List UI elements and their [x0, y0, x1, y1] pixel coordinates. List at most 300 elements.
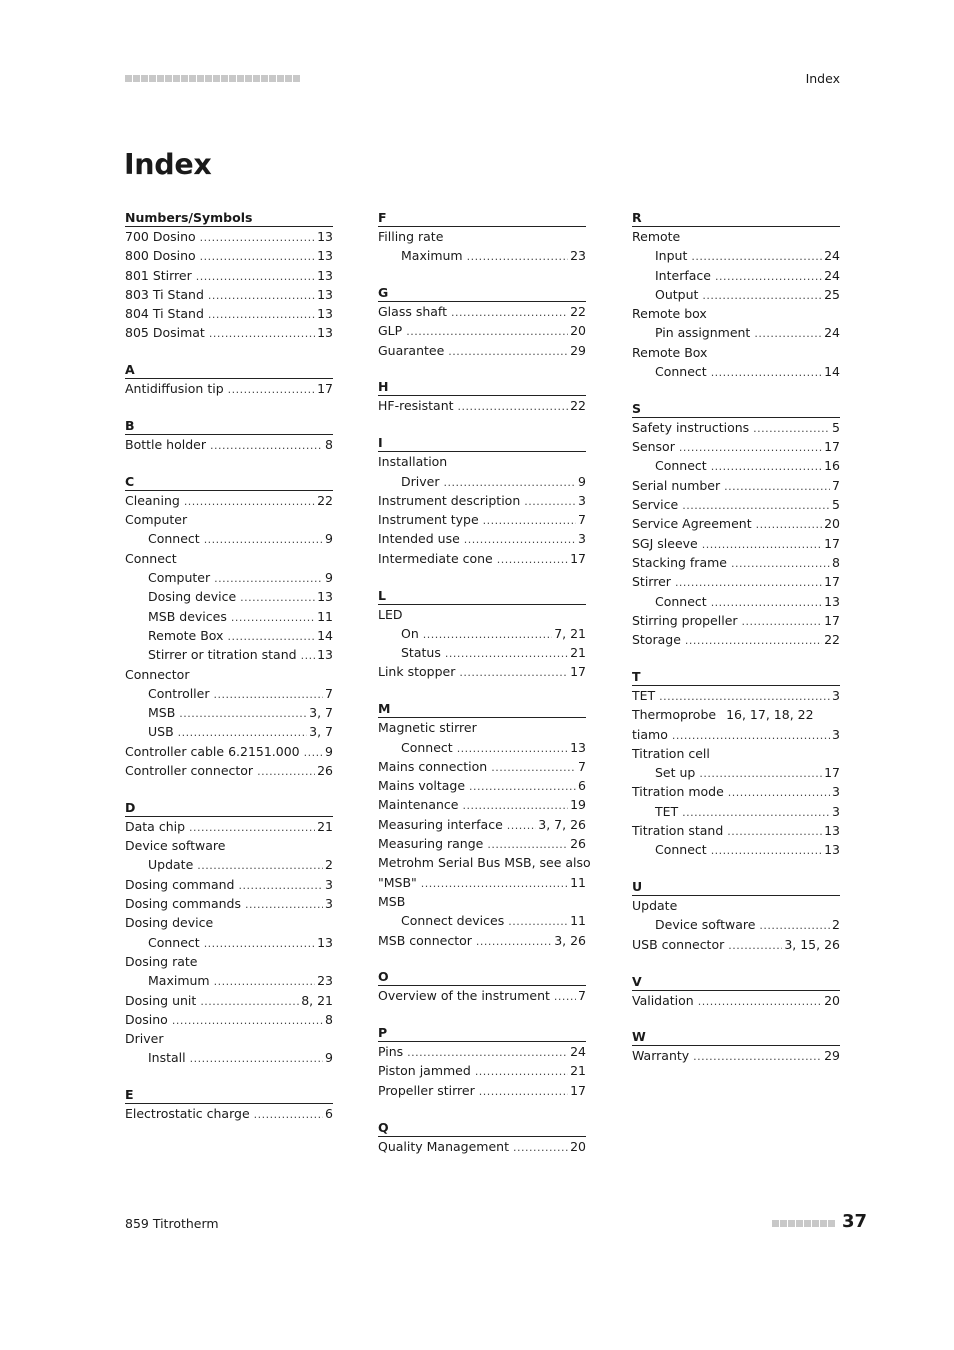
- index-entry: [125, 761, 333, 780]
- entry-term: Update: [148, 857, 194, 873]
- leader-dots: [443, 473, 576, 492]
- entry-page-ref[interactable]: 3: [832, 803, 840, 819]
- entry-page-ref[interactable]: 13: [824, 842, 840, 858]
- entry-page-ref[interactable]: 2: [832, 917, 840, 933]
- index-entry: [125, 836, 333, 855]
- entry-term: On: [401, 625, 419, 641]
- index-subentry: [378, 246, 586, 265]
- index-section: [632, 208, 840, 381]
- index-subentry: [632, 840, 840, 859]
- leader-dots: [675, 573, 822, 592]
- entry-term: Device software: [655, 917, 756, 933]
- leader-dots: [257, 762, 315, 781]
- leader-dots: [423, 625, 552, 644]
- index-subentry: [125, 626, 333, 645]
- leader-dots: [483, 511, 576, 530]
- index-entry: [378, 1137, 586, 1156]
- leader-dots: [724, 477, 830, 496]
- entry-page-ref[interactable]: 20: [824, 992, 840, 1008]
- index-entry: [632, 630, 840, 649]
- index-entry: [378, 549, 586, 568]
- index-entry: [632, 343, 840, 362]
- leader-dots: [491, 758, 576, 777]
- entry-term: Service: [632, 497, 679, 513]
- entry-page-ref[interactable]: 2: [325, 857, 333, 873]
- entry-term: Driver: [125, 1031, 164, 1047]
- leader-dots: [204, 530, 323, 549]
- index-subentry: [125, 645, 333, 664]
- entry-term: Service Agreement: [632, 516, 752, 532]
- entry-term: "MSB": [378, 874, 417, 890]
- entry-term: Safety instructions: [632, 419, 750, 435]
- entry-term: Status: [401, 645, 441, 661]
- entry-page-ref[interactable]: 17: [570, 550, 586, 566]
- leader-dots: [407, 1043, 568, 1062]
- entry-term: Connect: [655, 458, 707, 474]
- entry-page-ref[interactable]: 14: [317, 627, 333, 643]
- entry-page-ref[interactable]: 11: [570, 874, 586, 890]
- entry-term: 801 Stirrer: [125, 267, 192, 283]
- entry-term: USB connector: [632, 936, 725, 952]
- entry-term: Warranty: [632, 1048, 690, 1064]
- entry-page-ref[interactable]: 3, 26: [554, 932, 586, 948]
- entry-page-ref[interactable]: 3, 7: [309, 705, 333, 721]
- entry-term: Bottle holder: [125, 437, 206, 453]
- index-entry: [378, 302, 586, 321]
- entry-page-ref[interactable]: 29: [824, 1048, 840, 1064]
- entry-term: 804 Ti Stand: [125, 306, 204, 322]
- entry-page-ref[interactable]: 13: [317, 306, 333, 322]
- entry-term: Set up: [655, 765, 696, 781]
- entry-page-ref[interactable]: 26: [570, 836, 586, 852]
- entry-page-ref[interactable]: 7: [578, 758, 586, 774]
- entry-page-ref[interactable]: 3: [578, 531, 586, 547]
- index-entry: [632, 991, 840, 1010]
- entry-term: Installation: [378, 454, 448, 470]
- entry-page-ref[interactable]: 11: [317, 608, 333, 624]
- index-letter-heading: Q: [378, 1118, 586, 1137]
- leader-dots: [691, 247, 822, 266]
- entry-page-ref[interactable]: 22: [570, 398, 586, 414]
- entry-page-ref[interactable]: 8: [325, 437, 333, 453]
- index-subentry: [378, 472, 586, 491]
- entry-term: Connect: [148, 531, 200, 547]
- index-entry: [378, 815, 586, 834]
- entry-page-ref[interactable]: 24: [824, 267, 840, 283]
- entry-term: Intended use: [378, 531, 460, 547]
- index-subentry: [632, 763, 840, 782]
- entry-page-ref[interactable]: 13: [317, 325, 333, 341]
- index-letter-heading: C: [125, 472, 333, 491]
- entry-term: Dosing commands: [125, 896, 241, 912]
- index-letter-heading: M: [378, 699, 586, 718]
- index-entry: [125, 379, 333, 398]
- index-subentry: [632, 915, 840, 934]
- leader-dots: [200, 228, 315, 247]
- entry-page-ref[interactable]: 3, 7, 26: [538, 816, 586, 832]
- entry-term: Measuring interface: [378, 816, 503, 832]
- index-letter-heading: P: [378, 1023, 586, 1042]
- leader-dots: [196, 267, 315, 286]
- entry-term: Instrument description: [378, 492, 521, 508]
- entry-term: Antidiffusion tip: [125, 381, 224, 397]
- index-subentry: [125, 703, 333, 722]
- entry-page-ref[interactable]: 26: [317, 763, 333, 779]
- entry-term: 700 Dosino: [125, 229, 196, 244]
- entry-page-ref[interactable]: 11: [570, 913, 586, 929]
- index-entry: [378, 227, 586, 246]
- index-entry: [632, 572, 840, 591]
- index-subentry: [125, 855, 333, 874]
- leader-dots: [464, 530, 576, 549]
- entry-page-ref[interactable]: 17: [824, 574, 840, 590]
- entry-page-ref[interactable]: 7: [832, 477, 840, 493]
- entry-term: Guarantee: [378, 342, 445, 358]
- index-entry: [125, 285, 333, 304]
- entry-page-ref[interactable]: 13: [317, 248, 333, 264]
- leader-dots: [753, 419, 830, 438]
- entry-page-ref[interactable]: 7, 21: [554, 625, 586, 641]
- index-entry: [632, 495, 840, 514]
- entry-term: Update: [632, 898, 678, 914]
- entry-term: Stirrer: [632, 574, 671, 590]
- entry-page-ref[interactable]: 16: [824, 458, 840, 474]
- entry-term: Magnetic stirrer: [378, 720, 477, 736]
- index-subentry: [632, 592, 840, 611]
- entry-page-ref[interactable]: 25: [824, 286, 840, 302]
- entry-page-ref[interactable]: 3: [832, 784, 840, 800]
- entry-page-ref[interactable]: 23: [570, 248, 586, 264]
- entry-page-ref[interactable]: 20: [570, 1138, 586, 1154]
- entry-term: MSB devices: [148, 608, 227, 624]
- entry-page-ref[interactable]: 17: [570, 664, 586, 680]
- index-subentry: [125, 971, 333, 990]
- entry-page-ref[interactable]: 29: [570, 342, 586, 358]
- entry-page-ref[interactable]: 3, 15, 26: [784, 936, 840, 952]
- entry-term: Pin assignment: [655, 325, 751, 341]
- entry-page-ref[interactable]: 3: [832, 726, 840, 742]
- index-entry: [632, 744, 840, 763]
- index-letter-heading: W: [632, 1027, 840, 1046]
- index-entry: [378, 892, 586, 911]
- index-subentry: [632, 323, 840, 342]
- entry-term: SGJ sleeve: [632, 535, 698, 551]
- index-section: [125, 798, 333, 1068]
- index-entry: [378, 605, 586, 624]
- index-section: [378, 283, 586, 360]
- entry-page-ref[interactable]: 16, 17, 18, 22: [726, 707, 814, 723]
- leader-dots: [727, 822, 822, 841]
- entry-term: Electrostatic charge: [125, 1106, 250, 1122]
- entry-term: Validation: [632, 992, 694, 1008]
- index-subentry: [125, 1048, 333, 1067]
- index-subentry: [125, 587, 333, 606]
- index-section: [378, 433, 586, 568]
- index-entry: [632, 437, 840, 456]
- entry-term: Device software: [125, 838, 226, 854]
- entry-term: Input: [655, 248, 688, 264]
- entry-term: Titration mode: [632, 784, 724, 800]
- entry-term: 805 Dosimat: [125, 325, 205, 341]
- entry-term: Connect: [655, 364, 707, 380]
- entry-term: Measuring range: [378, 836, 484, 852]
- entry-page-ref[interactable]: 9: [325, 570, 333, 586]
- entry-term: Cleaning: [125, 492, 180, 508]
- leader-dots: [731, 554, 830, 573]
- entry-term: 803 Ti Stand: [125, 286, 204, 302]
- index-entry: [125, 549, 333, 568]
- entry-page-ref[interactable]: 6: [325, 1106, 333, 1122]
- entry-page-ref[interactable]: 13: [824, 823, 840, 839]
- entry-page-ref[interactable]: 21: [570, 1063, 586, 1079]
- leader-dots: [682, 803, 830, 822]
- index-entry: [125, 894, 333, 913]
- entry-page-ref[interactable]: 3, 7: [309, 724, 333, 740]
- entry-page-ref[interactable]: 13: [317, 267, 333, 283]
- entry-page-ref[interactable]: 6: [578, 778, 586, 794]
- leader-dots: [507, 816, 537, 835]
- entry-page-ref[interactable]: 17: [824, 439, 840, 455]
- leader-dots: [479, 1082, 568, 1101]
- index-entry: [125, 227, 333, 246]
- entry-page-ref[interactable]: 20: [824, 516, 840, 532]
- index-entry: [632, 686, 840, 705]
- index-letter-heading: R: [632, 208, 840, 227]
- leader-dots: [759, 916, 830, 935]
- entry-page-ref[interactable]: 9: [325, 1050, 333, 1066]
- entry-page-ref[interactable]: 17: [824, 612, 840, 628]
- index-letter-heading: O: [378, 967, 586, 986]
- entry-page-ref[interactable]: 21: [570, 645, 586, 661]
- entry-page-ref[interactable]: 5: [832, 419, 840, 435]
- index-subentry: [632, 266, 840, 285]
- index-column-1: [125, 208, 333, 1141]
- entry-page-ref[interactable]: 23: [317, 973, 333, 989]
- leader-dots: [227, 627, 315, 646]
- entry-term: Computer: [148, 570, 211, 586]
- leader-dots: [672, 726, 830, 745]
- index-letter-heading: I: [378, 433, 586, 452]
- leader-dots: [475, 1062, 568, 1081]
- entry-page-ref[interactable]: 5: [832, 497, 840, 513]
- entry-term: Dosing device: [148, 589, 237, 605]
- leader-dots: [210, 436, 323, 455]
- entry-page-ref[interactable]: 7: [578, 988, 586, 1004]
- entry-page-ref[interactable]: 13: [317, 934, 333, 950]
- entry-page-ref[interactable]: 13: [317, 647, 333, 663]
- entry-term: Connect: [655, 593, 707, 609]
- leader-dots: [702, 535, 822, 554]
- entry-term: Dosing unit: [125, 992, 197, 1008]
- index-section: [125, 208, 333, 343]
- entry-term: Dosino: [125, 1011, 168, 1027]
- index-entry: [632, 553, 840, 572]
- leader-dots: [406, 322, 568, 341]
- index-entry: [378, 662, 586, 681]
- index-letter-heading: V: [632, 972, 840, 991]
- entry-term: Remote: [632, 229, 681, 244]
- leader-dots: [728, 936, 782, 955]
- entry-page-ref[interactable]: 14: [824, 364, 840, 380]
- leader-dots: [209, 324, 315, 343]
- entry-page-ref[interactable]: 13: [317, 589, 333, 605]
- entry-term: Computer: [125, 512, 188, 528]
- index-entry: [378, 757, 586, 776]
- entry-term: Piston jammed: [378, 1063, 471, 1079]
- index-entry: [125, 875, 333, 894]
- index-subentry: [125, 568, 333, 587]
- entry-page-ref[interactable]: 24: [570, 1044, 586, 1060]
- index-entry: [378, 718, 586, 737]
- entry-page-ref[interactable]: 8, 21: [301, 992, 333, 1008]
- entry-term: TET: [632, 687, 656, 703]
- entry-page-ref[interactable]: 24: [824, 248, 840, 264]
- index-letter-heading: A: [125, 360, 333, 379]
- entry-term: Filling rate: [378, 229, 444, 244]
- leader-dots: [513, 1138, 568, 1157]
- entry-term: Pins: [378, 1044, 404, 1060]
- entry-page-ref[interactable]: 17: [570, 1082, 586, 1098]
- index-letter-heading: L: [378, 586, 586, 605]
- leader-dots: [240, 588, 315, 607]
- entry-page-ref[interactable]: 8: [325, 1011, 333, 1027]
- page-number: 37: [841, 1211, 867, 1232]
- index-entry: [125, 1029, 333, 1048]
- leader-dots: [451, 303, 568, 322]
- entry-term: Remote Box: [148, 627, 224, 643]
- entry-page-ref[interactable]: 17: [317, 381, 333, 397]
- page-title: Index: [124, 148, 212, 181]
- index-letter-heading: E: [125, 1085, 333, 1104]
- entry-term: Dosing rate: [125, 953, 198, 969]
- leader-dots: [172, 1011, 323, 1030]
- index-subentry: [632, 285, 840, 304]
- entry-term: GLP: [378, 323, 403, 339]
- index-entry: [125, 991, 333, 1010]
- leader-dots: [693, 1047, 822, 1066]
- entry-page-ref[interactable]: 3: [832, 687, 840, 703]
- leader-dots: [204, 934, 315, 953]
- index-letter-heading: T: [632, 667, 840, 686]
- entry-page-ref[interactable]: 13: [317, 229, 333, 244]
- entry-page-ref[interactable]: 13: [570, 739, 586, 755]
- entry-page-ref[interactable]: 9: [325, 531, 333, 547]
- index-entry: [125, 510, 333, 529]
- entry-page-ref[interactable]: 22: [317, 492, 333, 508]
- index-section: [632, 972, 840, 1010]
- leader-dots: [467, 247, 569, 266]
- entry-page-ref[interactable]: 21: [317, 818, 333, 834]
- entry-page-ref[interactable]: 8: [832, 554, 840, 570]
- leader-dots: [190, 1049, 323, 1068]
- leader-dots: [214, 972, 316, 991]
- entry-term: 800 Dosino: [125, 248, 196, 264]
- leader-dots: [301, 646, 316, 665]
- entry-term: Maintenance: [378, 797, 459, 813]
- index-entry: [378, 795, 586, 814]
- index-section: [378, 208, 586, 266]
- entry-page-ref[interactable]: 13: [824, 593, 840, 609]
- index-entry: [632, 227, 840, 246]
- entry-term: USB: [148, 724, 174, 740]
- entry-term: Stirrer or titration stand: [148, 647, 297, 663]
- index-entry: [125, 491, 333, 510]
- entry-page-ref[interactable]: 17: [824, 765, 840, 781]
- leader-dots: [698, 992, 822, 1011]
- index-entry: [125, 323, 333, 342]
- index-section: [125, 472, 333, 780]
- index-subentry: [125, 722, 333, 741]
- index-entry: [378, 510, 586, 529]
- leader-dots: [189, 818, 315, 837]
- index-section: [378, 1118, 586, 1156]
- index-subentry: [632, 246, 840, 265]
- entry-page-ref[interactable]: 19: [570, 797, 586, 813]
- entry-page-ref[interactable]: 9: [325, 743, 333, 759]
- index-entry: [378, 1042, 586, 1061]
- leader-dots: [711, 457, 822, 476]
- index-subentry: [125, 933, 333, 952]
- index-section: [632, 399, 840, 650]
- leader-dots: [476, 932, 552, 951]
- entry-page-ref[interactable]: 22: [570, 304, 586, 320]
- leader-dots: [711, 363, 822, 382]
- leader-dots: [421, 874, 568, 893]
- entry-page-ref[interactable]: 3: [325, 896, 333, 912]
- leader-dots: [487, 835, 568, 854]
- entry-page-ref[interactable]: 20: [570, 323, 586, 339]
- entry-page-ref[interactable]: 9: [578, 473, 586, 489]
- entry-page-ref[interactable]: 17: [824, 535, 840, 551]
- entry-term: Intermediate cone: [378, 550, 493, 566]
- index-entry: [378, 529, 586, 548]
- entry-term: LED: [378, 606, 403, 622]
- index-entry: [632, 304, 840, 323]
- entry-term: Controller cable 6.2151.000: [125, 743, 300, 759]
- entry-page-ref[interactable]: 22: [824, 632, 840, 648]
- entry-page-ref[interactable]: 3: [578, 492, 586, 508]
- entry-page-ref[interactable]: 3: [325, 876, 333, 892]
- entry-page-ref[interactable]: 24: [824, 325, 840, 341]
- entry-term: Dosing device: [125, 915, 214, 931]
- entry-page-ref[interactable]: 7: [325, 685, 333, 701]
- leader-dots: [245, 895, 323, 914]
- leader-dots: [685, 631, 822, 650]
- leader-dots: [756, 515, 823, 534]
- leader-dots: [231, 608, 315, 627]
- entry-page-ref[interactable]: 7: [578, 512, 586, 528]
- index-entry: [378, 986, 586, 1005]
- entry-term: Serial number: [632, 477, 721, 493]
- entry-term: Controller: [148, 685, 210, 701]
- index-section: [632, 877, 840, 954]
- index-entry: [125, 952, 333, 971]
- entry-page-ref[interactable]: 13: [317, 286, 333, 302]
- leader-dots: [458, 397, 569, 416]
- index-section: [125, 416, 333, 454]
- leader-dots: [214, 569, 323, 588]
- leader-dots: [179, 704, 307, 723]
- index-entry: [378, 834, 586, 853]
- index-letter-heading: F: [378, 208, 586, 227]
- index-subentry: [632, 362, 840, 381]
- entry-term: Metrohm Serial Bus MSB, see also: [378, 855, 591, 871]
- entry-term: Interface: [655, 267, 711, 283]
- index-subentry: [378, 911, 586, 930]
- index-section: [378, 586, 586, 682]
- entry-term: Maximum: [148, 973, 210, 989]
- index-entry: [125, 913, 333, 932]
